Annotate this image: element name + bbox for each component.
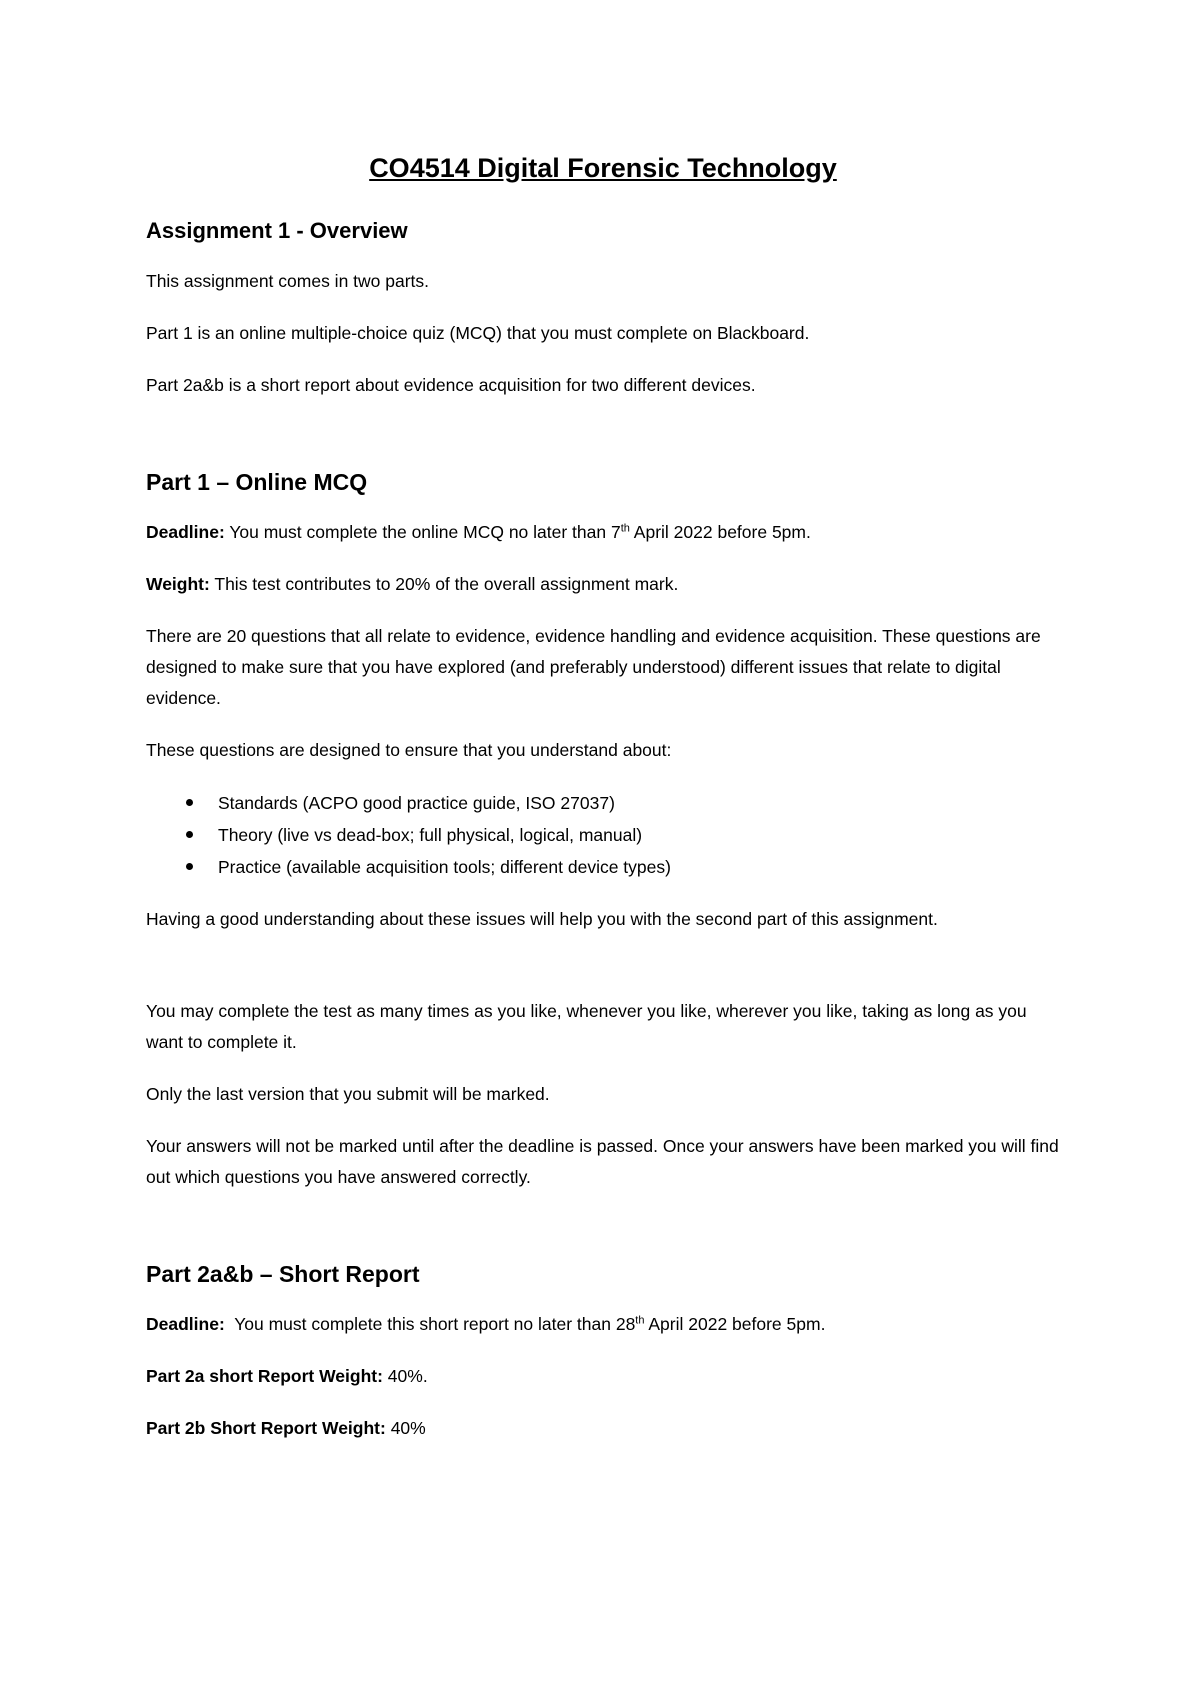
part1-list-intro: These questions are designed to ensure that you understand about: <box>146 740 672 760</box>
topics-list <box>146 787 1060 883</box>
deadline-label: Deadline: <box>146 1314 225 1334</box>
list-item-text: Practice (available acquisition tools; different device types) <box>218 857 671 877</box>
bullet-icon <box>186 831 193 838</box>
part2b-weight <box>146 1413 1060 1444</box>
part2a-weight <box>146 1361 1060 1392</box>
list-item <box>146 787 1060 819</box>
part1-intro: There are 20 questions that all relate to evidence, evidence handling and evidence acquisition. These questions are designed to make sure that you have explored (and preferably understood) different issues that relate to digital evidence. <box>146 626 1041 708</box>
ordinal-suffix: th <box>635 1314 645 1327</box>
part1-deadline <box>146 517 1060 548</box>
deadline-text: You must complete the online MCQ no later than 7 <box>224 522 621 542</box>
weight-label: Weight: <box>146 574 210 594</box>
list-item <box>146 819 1060 851</box>
part1-marking: Your answers will not be marked until after the deadline is passed. Once your answers have been marked you will find out which questions you have answered correctly. <box>146 1136 1059 1187</box>
weight-text: 40%. <box>382 1366 428 1386</box>
deadline-text: April 2022 before 5pm. <box>629 522 811 542</box>
ordinal-suffix: th <box>620 522 630 535</box>
list-item-text: Theory (live vs dead-box; full physical, logical, manual) <box>218 825 643 845</box>
part1-heading: Part 1 – Online MCQ <box>146 469 368 495</box>
weight-text: 40% <box>385 1418 426 1438</box>
bullet-icon <box>186 799 193 806</box>
weight-label: Part 2b Short Report Weight: <box>146 1418 386 1438</box>
weight-text: This test contributes to 20% of the overall assignment mark. <box>209 574 679 594</box>
deadline-text: April 2022 before 5pm. <box>644 1314 826 1334</box>
bullet-icon <box>186 863 193 870</box>
part2-heading: Part 2a&b – Short Report <box>146 1261 420 1287</box>
overview-paragraph: This assignment comes in two parts. <box>146 271 430 291</box>
overview-paragraph: Part 1 is an online multiple-choice quiz (MCQ) that you must complete on Blackboard. <box>146 323 810 343</box>
part1-last-version: Only the last version that you submit will be marked. <box>146 1084 550 1104</box>
overview-paragraph: Part 2a&b is a short report about evidence acquisition for two different devices. <box>146 375 756 395</box>
part1-understanding: Having a good understanding about these issues will help you with the second part of this assignment. <box>146 909 938 929</box>
spacer <box>146 1214 1060 1259</box>
part2-deadline <box>146 1309 1060 1340</box>
spacer <box>146 956 1060 996</box>
deadline-label: Deadline: <box>146 522 225 542</box>
overview-heading: Assignment 1 - Overview <box>146 218 408 243</box>
weight-label: Part 2a short Report Weight: <box>146 1366 383 1386</box>
part1-attempts: You may complete the test as many times as you like, whenever you like, wherever you like, taking as long as you want to complete it. <box>146 1001 1027 1052</box>
list-item <box>146 851 1060 883</box>
document-title: CO4514 Digital Forensic Technology <box>369 153 837 183</box>
deadline-text: You must complete this short report no later than 28 <box>224 1314 636 1334</box>
list-item-text: Standards (ACPO good practice guide, ISO 27037) <box>218 793 615 813</box>
spacer <box>146 422 1060 467</box>
part1-weight <box>146 569 1060 600</box>
